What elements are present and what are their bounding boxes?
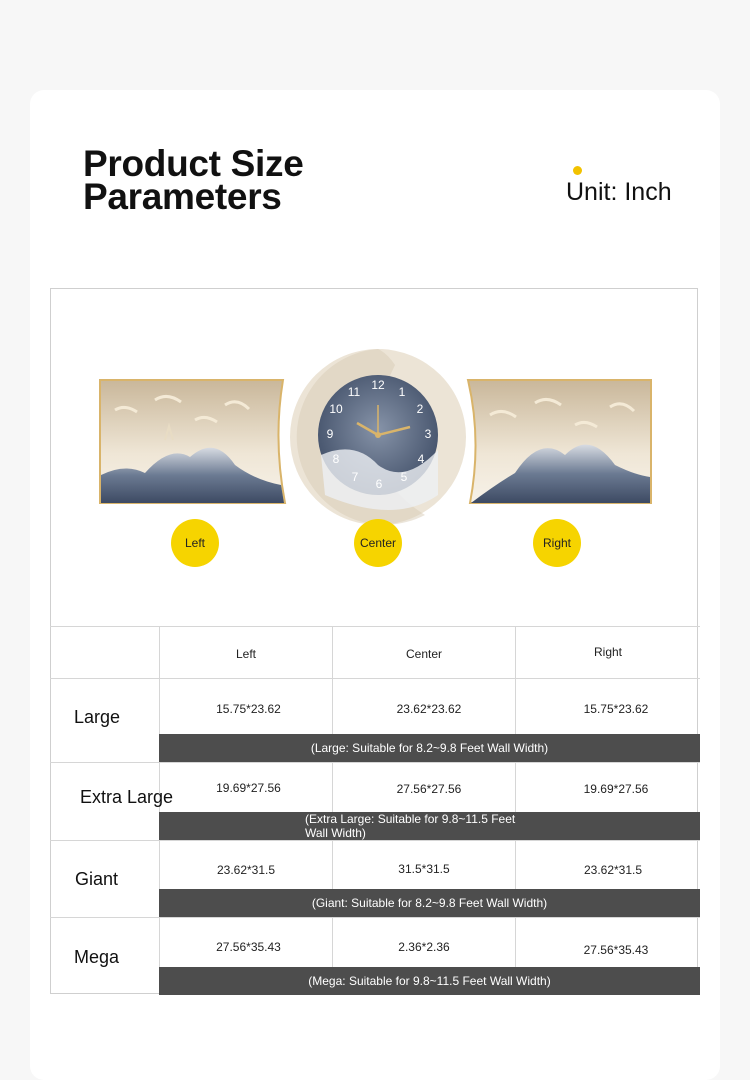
title-line-1: Product Size [83,143,304,184]
note-band-mega: (Mega: Suitable for 9.8~11.5 Feet Wall Width) [159,967,700,995]
left-panel [100,380,285,503]
clock-num: 11 [347,385,361,399]
note-band-large: (Large: Suitable for 8.2~9.8 Feet Wall Width) [159,734,700,762]
row-divider [50,840,700,841]
cell-mega-right: 27.56*35.43 [583,943,649,957]
clock-num: 5 [400,470,408,484]
clock-num: 9 [326,427,334,441]
label-col-divider [159,626,160,994]
clock-num: 7 [351,470,359,484]
product-illustration [95,345,660,525]
cell-mega-center: 2.36*2.36 [398,940,450,954]
bulb-icon [573,166,582,175]
row-label-extra-large: Extra Large [80,787,174,807]
clock-num: 4 [417,452,425,466]
clock-num: 8 [332,452,340,466]
cell-large-left: 15.75*23.62 [216,702,281,716]
cell-large-right: 15.75*23.62 [583,702,649,716]
note-text-extra-large: (Extra Large: Suitable for 9.8~11.5 Feet Wall Width) [305,812,516,840]
cell-xl-left: 19.69*27.56 [216,781,281,795]
clock-num: 6 [375,477,383,491]
header-bottom-line [50,678,700,679]
col-divider [332,626,333,994]
cell-large-center: 23.62*23.62 [396,702,462,716]
cell-giant-right: 23.62*31.5 [583,863,643,877]
clock-num: 2 [416,402,424,416]
right-panel [468,380,651,503]
row-label-large: Large [74,707,121,727]
row-label-giant: Giant [75,869,119,889]
clock-num: 10 [329,402,343,416]
clock-num: 12 [371,378,385,392]
cell-xl-center: 27.56*27.56 [396,782,462,796]
center-clock [290,349,466,525]
title-line-2: Parameters [83,176,282,217]
unit-label: Unit: Inch [566,178,672,206]
column-header-center: Center [405,647,443,661]
column-header-left: Left [235,647,256,661]
clock-num: 1 [398,385,406,399]
column-header-right: Right [593,645,622,659]
note-band-giant: (Giant: Suitable for 8.2~9.8 Feet Wall Width) [159,889,700,917]
row-divider [50,762,700,763]
row-divider [50,917,700,918]
cell-giant-left: 23.62*31.5 [216,863,276,877]
cell-giant-center: 31.5*31.5 [398,862,450,876]
row-label-mega: Mega [74,947,120,967]
marker-left: Left [171,519,219,567]
table-top-line [50,626,700,627]
marker-right: Right [533,519,581,567]
cell-mega-left: 27.56*35.43 [216,940,281,954]
page-title [83,143,304,217]
col-divider [515,626,516,994]
note-band-extra-large [159,812,700,840]
clock-num: 3 [424,427,432,441]
cell-xl-right: 19.69*27.56 [583,782,649,796]
marker-center: Center [354,519,402,567]
